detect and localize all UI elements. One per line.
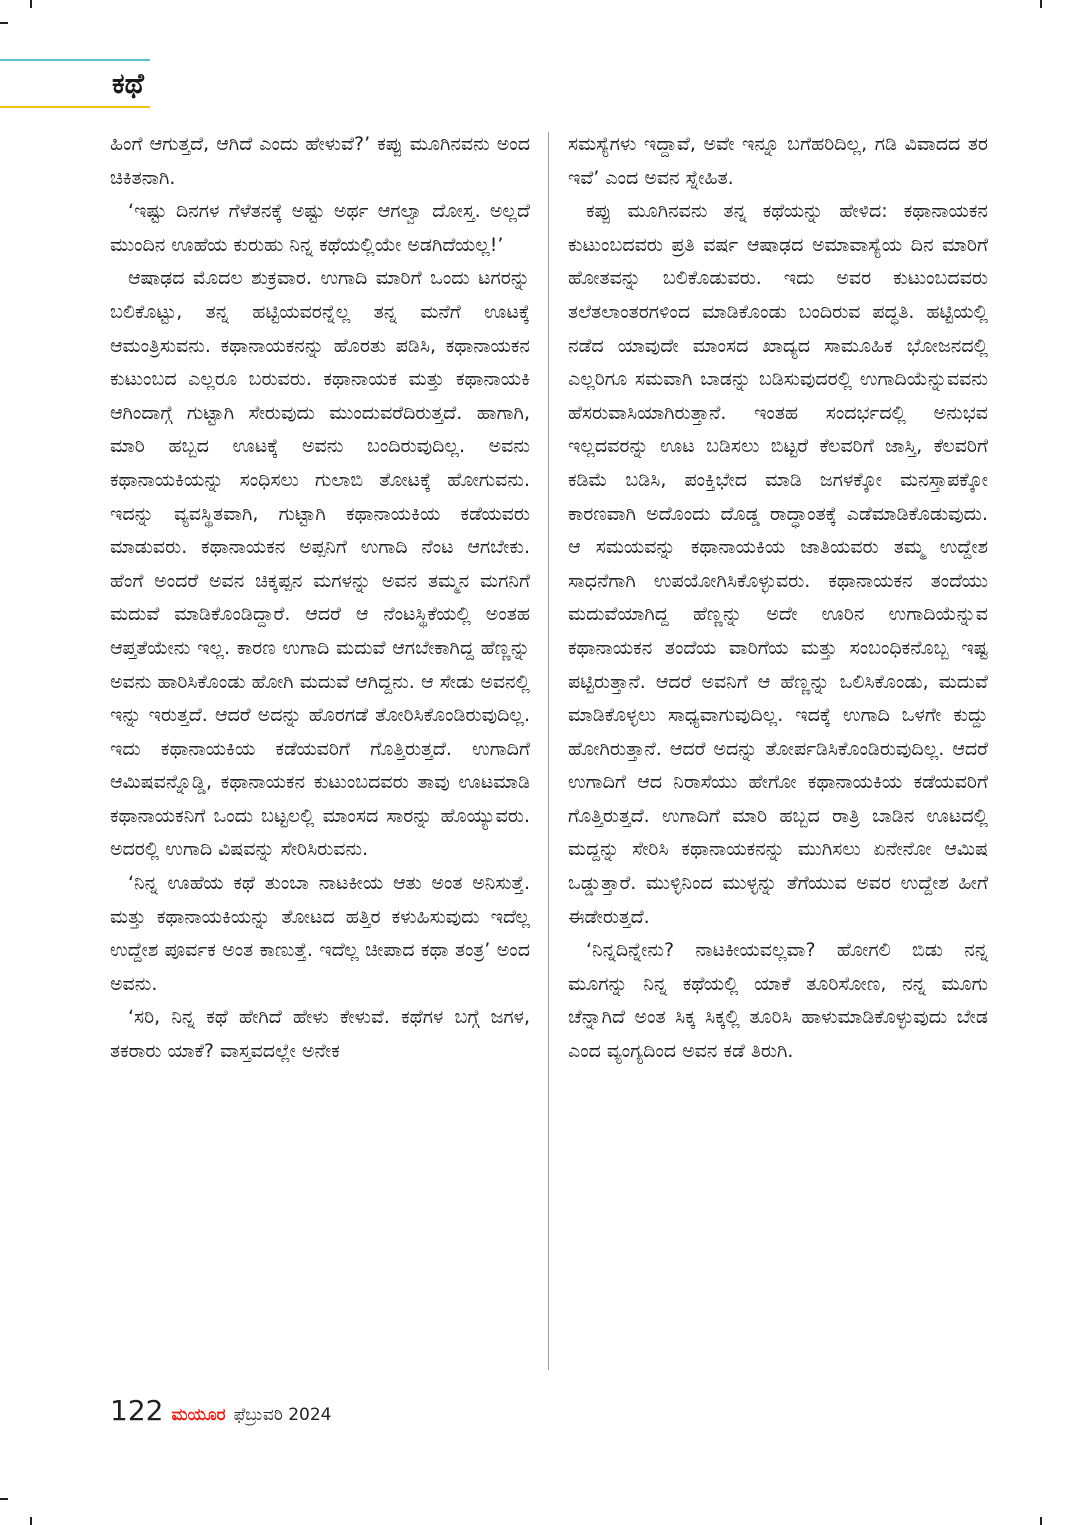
crop-mark [1040, 1517, 1042, 1525]
text-column-left [110, 128, 530, 1069]
publication-logo: ಮಯೂರ [171, 1405, 226, 1425]
section-rule-yellow [0, 106, 150, 108]
paragraph: ಆಷಾಢದ ಮೊದಲ ಶುಕ್ರವಾರ. ಉಗಾದಿ ಮಾರಿಗೆ ಒಂದು ಟಗರನ್ನು ಬಲಿಕೊಟ್ಟು, ತನ್ನ ಹಟ್ಟಿಯವರನ್ನೆಲ್ಲ ತನ್ನ ಮನೆಗೆ ಊಟಕ್ಕೆ ಆಮಂತ್ರಿಸುವನು. ಕಥಾನಾಯಕನನ್ನು ಹೊರತು ಪಡಿಸಿ, ಕಥಾನಾಯಕನ ಕುಟುಂಬದ ಎಲ್ಲರೂ ಬರುವರು. ಕಥಾನಾಯಕ ಮತ್ತು ಕಥಾನಾಯಕಿ ಆಗಿಂದಾಗ್ಗೆ ಗುಟ್ಟಾಗಿ ಸೇರುವುದು ಮುಂದುವರೆದಿರುತ್ತದೆ. ಹಾಗಾಗಿ, ಮಾರಿ ಹಬ್ಬದ ಊಟಕ್ಕೆ ಅವನು ಬಂದಿರುವುದಿಲ್ಲ. ಅವನು ಕಥಾನಾಯಕಿಯನ್ನು ಸಂಧಿಸಲು ಗುಲಾಬಿ ತೋಟಕ್ಕೆ ಹೋಗುವನು. ಇದನ್ನು ವ್ಯವಸ್ಥಿತವಾಗಿ, ಗುಟ್ಟಾಗಿ ಕಥಾನಾಯಕಿಯ ಕಡೆಯವರು ಮಾಡುವರು. ಕಥಾನಾಯಕನ ಅಪ್ಪನಿಗೆ ಉಗಾದಿ ನೆಂಟ ಆಗಬೇಕು. ಹೆಂಗೆ ಅಂದರೆ ಅವನ ಚಿಕ್ಕಪ್ಪನ ಮಗಳನ್ನು ಅವನ ತಮ್ಮನ ಮಗನಿಗೆ ಮದುವೆ ಮಾಡಿಕೊಂಡಿದ್ದಾರೆ. ಆದರೆ ಆ ನೆಂಟಸ್ಥಿಕೆಯಲ್ಲಿ ಅಂತಹ ಆಪ್ತತೆಯೇನು ಇಲ್ಲ. ಕಾರಣ ಉಗಾದಿ ಮದುವೆ ಆಗಬೇಕಾಗಿದ್ದ ಹೆಣ್ಣನ್ನು ಅವನು ಹಾರಿಸಿಕೊಂಡು ಹೋಗಿ ಮದುವೆ ಆಗಿದ್ದನು. ಆ ಸೇಡು ಅವನಲ್ಲಿ ಇನ್ನು ಇರುತ್ತದೆ. ಆದರೆ ಅದನ್ನು ಹೊರಗಡೆ ತೋರಿಸಿಕೊಂಡಿರುವುದಿಲ್ಲ. ಇದು ಕಥಾನಾಯಕಿಯ ಕಡೆಯವರಿಗೆ ಗೊತ್ತಿರುತ್ತದೆ. ಉಗಾದಿಗೆ ಆಮಿಷವನ್ನೊಡ್ಡಿ, ಕಥಾನಾಯಕನ ಕುಟುಂಬದವರು ತಾವು ಊಟಮಾಡಿ ಕಥಾನಾಯಕನಿಗೆ ಒಂದು ಬಟ್ಟಲಲ್ಲಿ ಮಾಂಸದ ಸಾರನ್ನು ಹೊಯ್ಯುವರು. ಅದರಲ್ಲಿ ಉಗಾದಿ ವಿಷವನ್ನು ಸೇರಿಸಿರುವನು. [110, 267, 530, 861]
crop-mark [30, 0, 32, 8]
crop-mark [30, 1517, 32, 1525]
issue-date: ಫೆಬ್ರುವರಿ 2024 [233, 1405, 332, 1425]
page-number: 122 [110, 1394, 164, 1427]
paragraph: ‘ಸರಿ, ನಿನ್ನ ಕಥೆ ಹೇಗಿದೆ ಹೇಳು ಕೇಳುವೆ. ಕಥೆಗಳ ಬಗ್ಗೆ ಜಗಳ, ತಕರಾರು ಯಾಕೆ? ವಾಸ್ತವದಲ್ಲೇ ಅನೇಕ [110, 1006, 530, 1063]
paragraph: ‘ಇಷ್ಟು ದಿನಗಳ ಗೆಳೆತನಕ್ಕೆ ಅಷ್ಟು ಅರ್ಥ ಆಗಲ್ವಾ ದೋಸ್ತ. ಅಲ್ಲದೆ ಮುಂದಿನ ಊಹೆಯ ಕುರುಹು ನಿನ್ನ ಕಥೆಯಲ್ಲಿಯೇ ಅಡಗಿದೆಯಲ್ಲ!’ [110, 200, 530, 256]
section-rule-blue [0, 59, 150, 61]
crop-mark [1040, 0, 1042, 8]
text-column-right [568, 128, 988, 1069]
crop-mark [0, 22, 8, 24]
paragraph: ಸಮಸ್ಯೆಗಳು ಇದ್ದಾವೆ, ಅವೇ ಇನ್ನೂ ಬಗೆಹರಿದಿಲ್ಲ, ಗಡಿ ವಿವಾದದ ತರ ಇವೆ’ ಎಂದ ಅವನ ಸ್ನೇಹಿತ. [568, 133, 988, 189]
section-title: ಕಥೆ [112, 67, 144, 100]
paragraph: ಕಪ್ಪು ಮೂಗಿನವನು ತನ್ನ ಕಥೆಯನ್ನು ಹೇಳಿದ: ಕಥಾನಾಯಕನ ಕುಟುಂಬದವರು ಪ್ರತಿ ವರ್ಷ ಆಷಾಢದ ಅಮಾವಾಸ್ಯೆಯ ದಿನ ಮಾರಿಗೆ ಹೋತವನ್ನು ಬಲಿಕೊಡುವರು. ಇದು ಅವರ ಕುಟುಂಬದವರು ತಲೆತಲಾಂತರಗಳಿಂದ ಮಾಡಿಕೊಂಡು ಬಂದಿರುವ ಪದ್ಧತಿ. ಹಟ್ಟಿಯಲ್ಲಿ ನಡೆದ ಯಾವುದೇ ಮಾಂಸದ ಖಾದ್ಯದ ಸಾಮೂಹಿಕ ಭೋಜನದಲ್ಲಿ ಎಲ್ಲರಿಗೂ ಸಮವಾಗಿ ಬಾಡನ್ನು ಬಡಿಸುವುದರಲ್ಲಿ ಉಗಾದಿಯೆನ್ನುವವನು ಹೆಸರುವಾಸಿಯಾಗಿರುತ್ತಾನೆ. ಇಂತಹ ಸಂದರ್ಭದಲ್ಲಿ ಅನುಭವ ಇಲ್ಲದವರನ್ನು ಊಟ ಬಡಿಸಲು ಬಿಟ್ಟರೆ ಕೆಲವರಿಗೆ ಜಾಸ್ತಿ, ಕೆಲವರಿಗೆ ಕಡಿಮೆ ಬಡಿಸಿ, ಪಂಕ್ತಿಭೇದ ಮಾಡಿ ಜಗಳಕ್ಕೋ ಮನಸ್ತಾಪಕ್ಕೋ ಕಾರಣವಾಗಿ ಅದೊಂದು ದೊಡ್ಡ ರಾದ್ಧಾಂತಕ್ಕೆ ಎಡೆಮಾಡಿಕೊಡುವುದು. ಆ ಸಮಯವನ್ನು ಕಥಾನಾಯಕಿಯ ಜಾತಿಯವರು ತಮ್ಮ ಉದ್ದೇಶ ಸಾಧನೆಗಾಗಿ ಉಪಯೋಗಿಸಿಕೊಳ್ಳುವರು. ಕಥಾನಾಯಕನ ತಂದೆಯು ಮದುವೆಯಾಗಿದ್ದ ಹೆಣ್ಣನ್ನು ಅದೇ ಊರಿನ ಉಗಾದಿಯೆನ್ನುವ ಕಥಾನಾಯಕನ ತಂದೆಯ ವಾರಿಗೆಯ ಮತ್ತು ಸಂಬಂಧಿಕನೊಬ್ಬ ಇಷ್ಟ ಪಟ್ಟಿರುತ್ತಾನೆ. ಆದರೆ ಅವನಿಗೆ ಆ ಹೆಣ್ಣನ್ನು ಒಲಿಸಿಕೊಂಡು, ಮದುವೆ ಮಾಡಿಕೊಳ್ಳಲು ಸಾಧ್ಯವಾಗುವುದಿಲ್ಲ. ಇದಕ್ಕೆ ಉಗಾದಿ ಒಳಗೇ ಕುದ್ದು ಹೋಗಿರುತ್ತಾನೆ. ಆದರೆ ಅದನ್ನು ತೋರ್ಪಡಿಸಿಕೊಂಡಿರುವುದಿಲ್ಲ. ಆದರೆ ಉಗಾದಿಗೆ ಆದ ನಿರಾಸೆಯು ಹೇಗೋ ಕಥಾನಾಯಕಿಯ ಕಡೆಯವರಿಗೆ ಗೊತ್ತಿರುತ್ತದೆ. ಉಗಾದಿಗೆ ಮಾರಿ ಹಬ್ಬದ ರಾತ್ರಿ ಬಾಡಿನ ಊಟದಲ್ಲಿ ಮದ್ದನ್ನು ಸೇರಿಸಿ ಕಥಾನಾಯಕನನ್ನು ಮುಗಿಸಲು ಏನೇನೋ ಆಮಿಷ ಒಡ್ಡುತ್ತಾರೆ. ಮುಳ್ಳಿನಿಂದ ಮುಳ್ಳನ್ನು ತೆಗೆಯುವ ಅವರ ಉದ್ದೇಶ ಹೀಗೆ ಈಡೇರುತ್ತದೆ. [568, 200, 988, 928]
crop-mark [0, 1498, 8, 1500]
page-footer [110, 1394, 331, 1428]
column-divider [548, 132, 549, 1370]
paragraph: ‘ನಿನ್ನದಿನ್ನೇನು? ನಾಟಕೀಯವಲ್ಲವಾ? ಹೋಗಲಿ ಬಿಡು ನನ್ನ ಮೂಗನ್ನು ನಿನ್ನ ಕಥೆಯಲ್ಲಿ ಯಾಕೆ ತೂರಿಸೋಣ, ನನ್ನ ಮೂಗು ಚೆನ್ನಾಗಿದೆ ಅಂತ ಸಿಕ್ಕ ಸಿಕ್ಕಲ್ಲಿ ತೂರಿಸಿ ಹಾಳುಮಾಡಿಕೊಳ್ಳುವುದು ಬೇಡ ಎಂದ ವ್ಯಂಗ್ಯದಿಂದ ಅವನ ಕಡೆ ತಿರುಗಿ. [568, 939, 988, 1063]
paragraph: ‘ನಿನ್ನ ಊಹೆಯ ಕಥೆ ತುಂಬಾ ನಾಟಕೀಯ ಆತು ಅಂತ ಅನಿಸುತ್ತೆ. ಮತ್ತು ಕಥಾನಾಯಕಿಯನ್ನು ತೋಟದ ಹತ್ತಿರ ಕಳುಹಿಸುವುದು ಇದೆಲ್ಲ ಉದ್ದೇಶ ಪೂರ್ವಕ ಅಂತ ಕಾಣುತ್ತೆ. ಇದೆಲ್ಲ ಚೀಪಾದ ಕಥಾ ತಂತ್ರ’ ಅಂದ ಅವನು. [110, 872, 530, 995]
paragraph: ಹಿಂಗೆ ಆಗುತ್ತದೆ, ಆಗಿದೆ ಎಂದು ಹೇಳುವೆ?’ ಕಪ್ಪು ಮೂಗಿನವನು ಅಂದ ಚಿಕಿತನಾಗಿ. [110, 133, 530, 189]
